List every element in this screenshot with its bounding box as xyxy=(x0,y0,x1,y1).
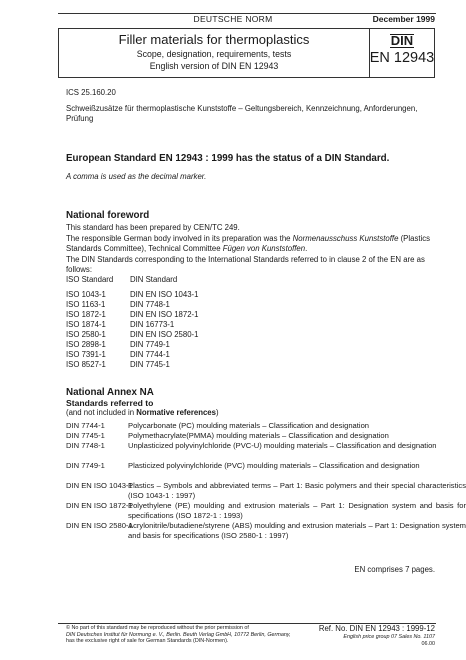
price-group: English price group 07 Sales No. 1107 xyxy=(343,634,435,640)
decimal-note: A comma is used as the decimal marker. xyxy=(66,172,207,181)
din-cell: DIN EN ISO 1872-1 xyxy=(130,310,199,319)
standard-code: DIN EN ISO 1043-1 xyxy=(66,481,133,490)
copyright-notice xyxy=(66,625,296,645)
table-row xyxy=(66,360,170,369)
table-row xyxy=(66,290,199,299)
table-row xyxy=(66,350,170,359)
din-cell: DIN EN ISO 1043-1 xyxy=(130,290,199,299)
table-row xyxy=(66,340,170,349)
standard-description: Plasticized polyvinylchloride (PVC) moulding materials – Classification and designation xyxy=(128,461,420,470)
reference-number: Ref. No. DIN EN 12943 : 1999-12 xyxy=(318,624,435,633)
iso-cell: ISO 2580-1 xyxy=(66,330,106,339)
annex-note-a: (and not included in xyxy=(66,408,137,417)
standard-code: DIN 7745-1 xyxy=(66,431,105,440)
standard-code: DIN 7748-1 xyxy=(66,441,105,450)
standards-table-header xyxy=(66,275,178,284)
column-header-iso: ISO Standard xyxy=(66,275,114,284)
din-logo-text: DIN xyxy=(390,33,414,48)
document-subtitle: Scope, designation, requirements, tests xyxy=(136,49,292,59)
din-cell: DIN 7744-1 xyxy=(130,350,170,359)
issue-date: December 1999 xyxy=(372,14,435,24)
title-block xyxy=(58,28,435,78)
foreword-p2 xyxy=(66,234,436,254)
standard-code: DIN 7749-1 xyxy=(66,461,105,470)
iso-cell: ISO 1874-1 xyxy=(66,320,106,329)
din-cell: DIN EN ISO 2580-1 xyxy=(130,330,199,339)
din-logo xyxy=(369,33,435,48)
copyright-line-3: has the exclusive right of sale for German Standards (DIN-Normen). xyxy=(66,638,229,645)
standard-description: Polyethylene (PE) moulding and extrusion materials – Part 1: Designation system and basis for specifications (ISO 1872-1 : 1993) xyxy=(128,501,466,520)
standard-description: Unplasticized polyvinylchloride (PVC-U) moulding materials – Classification and designation xyxy=(128,441,437,450)
foreword-p2-technical-committee: Fügen von Kunststoffen xyxy=(222,244,306,253)
table-row xyxy=(66,300,170,309)
iso-cell: ISO 1872-1 xyxy=(66,310,106,319)
iso-cell: ISO 1163-1 xyxy=(66,300,106,309)
din-cell: DIN 7745-1 xyxy=(130,360,170,369)
annex-subheading: Standards referred to xyxy=(66,398,154,408)
standard-code: DIN 7744-1 xyxy=(66,421,105,430)
standard-number: EN 12943 xyxy=(369,50,435,66)
foreword-p2-e: . xyxy=(305,244,308,253)
edition-code: 06.00 xyxy=(421,641,435,647)
ics-code: ICS 25.160.20 xyxy=(66,88,116,97)
copyright-line-2: DIN Deutsches Institut für Normung e. V., Berlin. Beuth Verlag GmbH, 10772 Berlin, Germany, xyxy=(66,631,291,638)
annex-note xyxy=(66,408,219,418)
document-title: Filler materials for thermoplastics xyxy=(118,32,310,47)
foreword-p2-a: The responsible German body involved in its preparation was the xyxy=(66,234,293,243)
norm-label: DEUTSCHE NORM xyxy=(193,14,273,24)
foreword-p1: This standard has been prepared by CEN/TC 249. xyxy=(66,223,240,232)
standard-description: Plastics – Symbols and abbreviated terms – Part 1: Basic polymers and their special characteristics (ISO 1043-1 : 1997) xyxy=(128,481,466,500)
iso-cell: ISO 1043-1 xyxy=(66,290,106,299)
foreword-p2-committee: Normenausschuss Kunststoffe xyxy=(292,234,399,243)
annex-note-bold: Normative references xyxy=(136,408,216,417)
iso-cell: ISO 8527-1 xyxy=(66,360,106,369)
copyright-line-1: © No part of this standard may be reproduced without the prior permission of xyxy=(66,625,249,631)
foreword-p2-c: (Plastics Standards Committee), Technical Committee xyxy=(66,234,431,253)
din-cell: DIN 7749-1 xyxy=(130,340,170,349)
german-title: Schweißzusätze für thermoplastische Kunststoffe – Geltungsbereich, Kennzeichnung, Anforderungen, Prüfung xyxy=(66,104,418,123)
standard-description: Acrylonitrile/butadiene/styrene (ABS) moulding and extrusion materials – Part 1: Designation system and basis for specifications (ISO 2580-1 : 1997) xyxy=(128,521,466,540)
foreword-heading: National foreword xyxy=(66,210,150,221)
din-cell: DIN 7748-1 xyxy=(130,300,170,309)
page-count: EN comprises 7 pages. xyxy=(354,565,435,574)
table-row xyxy=(66,320,175,329)
standard-code: DIN EN ISO 2580-1 xyxy=(66,521,133,530)
iso-cell: ISO 2898-1 xyxy=(66,340,106,349)
standard-description: Polycarbonate (PC) moulding materials – Classification and designation xyxy=(128,421,370,430)
iso-cell: ISO 7391-1 xyxy=(66,350,106,359)
annex-note-c: ) xyxy=(215,408,219,417)
table-row xyxy=(66,330,199,339)
din-cell: DIN 16773-1 xyxy=(130,320,175,329)
document-version: English version of DIN EN 12943 xyxy=(149,61,279,71)
annex-heading: National Annex NA xyxy=(66,387,154,398)
table-row xyxy=(66,310,199,319)
foreword-p3: The DIN Standards corresponding to the International Standards referred to in clause 2 of the EN are as follows: xyxy=(66,255,425,274)
status-heading: European Standard EN 12943 : 1999 has the status of a DIN Standard. xyxy=(66,153,390,164)
standard-code: DIN EN ISO 1872-1 xyxy=(66,501,133,510)
column-header-din: DIN Standard xyxy=(130,275,178,284)
standard-description: Polymethacrylate(PMMA) moulding materials – Classification and designation xyxy=(128,431,389,440)
